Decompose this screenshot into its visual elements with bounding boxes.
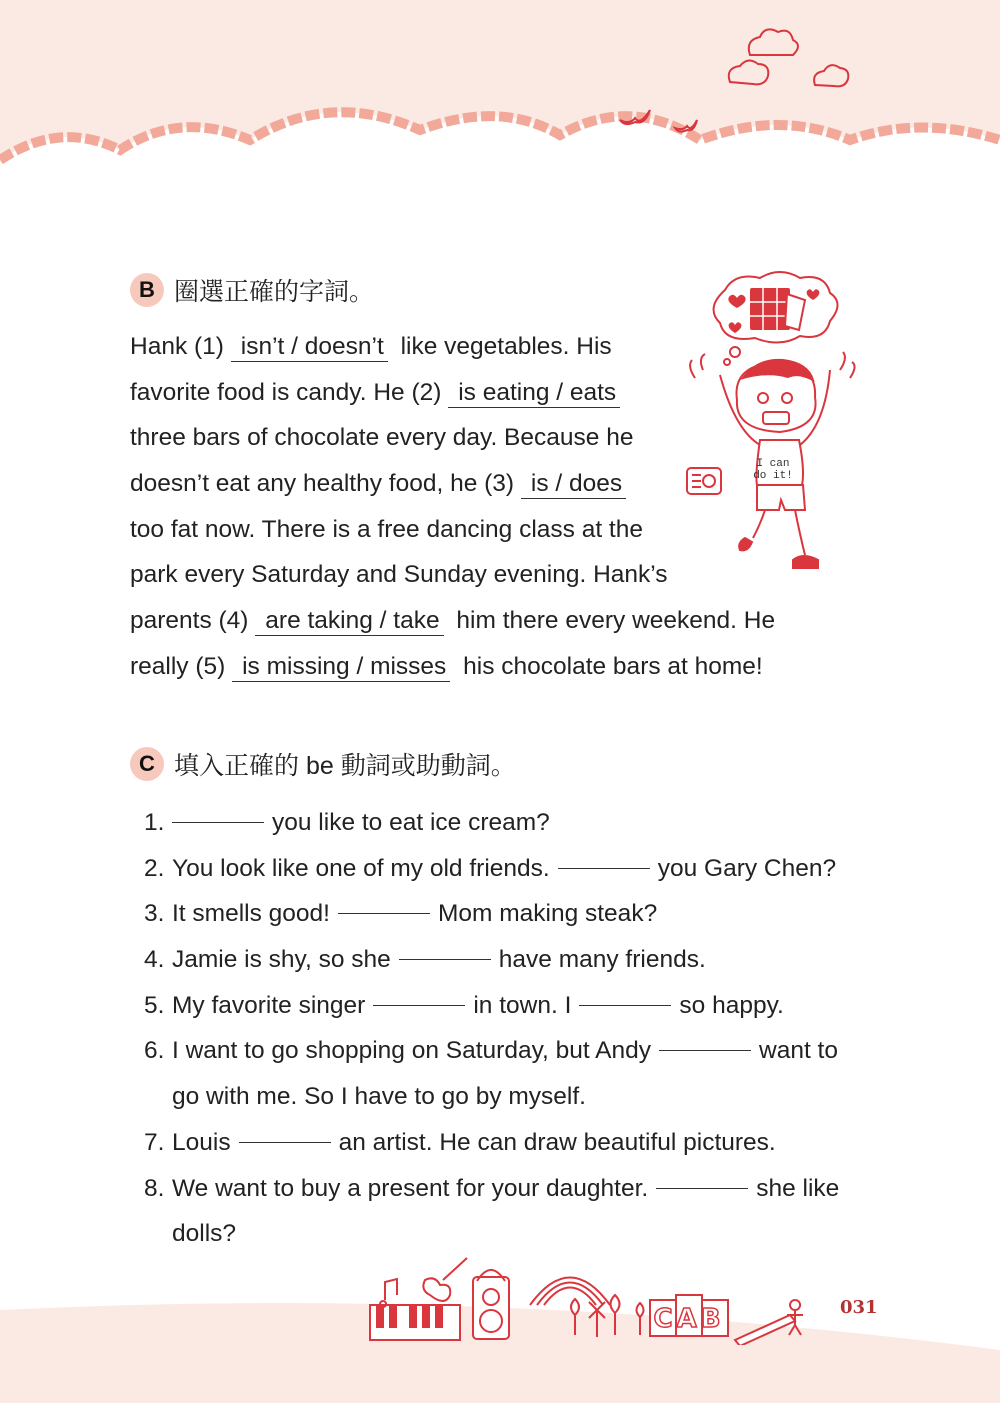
exercise-item-8: 8. We want to buy a present for your daughter. she like [144, 1166, 874, 1212]
boy-illustration [665, 270, 875, 600]
section-c-badge: C [130, 747, 164, 781]
answer-blank[interactable] [656, 1166, 748, 1189]
passage-line: favorite food is candy. He (2) is eating / eats [130, 370, 775, 416]
exercise-item-8-continued: dolls? [172, 1220, 237, 1248]
section-c-instruction: 填入正確的 be 動詞或助動詞。 [174, 752, 516, 780]
answer-blank[interactable] [558, 846, 650, 869]
exercise-item-4: 4. Jamie is shy, so she have many friends. [144, 937, 874, 983]
answer-choice-5[interactable]: is missing / misses [232, 653, 450, 682]
header-cloud-band [0, 0, 1000, 200]
abc-text: CAB [653, 1304, 725, 1334]
passage-line: doesn’t eat any healthy food, he (3) is / does [130, 461, 775, 507]
shirt-text-line1: I can [756, 458, 790, 470]
piano-keyboard-icon [370, 1305, 460, 1340]
passage-line: too fat now. There is a free dancing class at the [130, 515, 643, 543]
section-b-badge: B [130, 273, 164, 307]
exercise-item-6: 6. I want to go shopping on Saturday, but Andy want to [144, 1028, 874, 1074]
answer-choice-2[interactable]: is eating / eats [448, 379, 620, 408]
exercise-list [144, 800, 874, 1257]
music-note-icon [380, 1279, 397, 1307]
speaker-icon [473, 1270, 509, 1339]
footer-decoration [365, 1255, 835, 1345]
pencil-icon [735, 1315, 795, 1345]
answer-choice-3[interactable]: is / does [521, 470, 626, 499]
exercise-item-5: 5. My favorite singer in town. I so happy. [144, 983, 874, 1029]
answer-blank[interactable] [239, 1120, 331, 1143]
answer-blank[interactable] [338, 891, 430, 914]
exercise-item-6-continued: go with me. So I have to go by myself. [172, 1083, 586, 1111]
passage-line: park every Saturday and Sunday evening. Hank’s [130, 561, 668, 589]
shirt-text-line2: do it! [753, 470, 793, 482]
passage-line: Hank (1) isn’t / doesn’t like vegetables. His [130, 333, 612, 360]
radio-icon [687, 468, 721, 494]
passage-line: three bars of chocolate every day. Because he [130, 424, 634, 452]
answer-blank[interactable] [172, 800, 264, 823]
section-c-heading [130, 746, 516, 782]
guitar-icon [423, 1258, 467, 1301]
passage-line: really (5) is missing / misses his chocolate bars at home! [130, 652, 763, 680]
exercise-item-7: 7. Louis an artist. He can draw beautiful pictures. [144, 1120, 874, 1166]
answer-blank[interactable] [579, 983, 671, 1006]
answer-choice-1[interactable]: isn’t / doesn’t [231, 333, 388, 362]
exercise-item-2: 2. You look like one of my old friends. you Gary Chen? [144, 846, 874, 892]
passage-line: parents (4) are taking / take him there every weekend. He [130, 607, 776, 635]
exercise-item-1: 1. you like to eat ice cream? [144, 800, 874, 846]
answer-choice-4[interactable]: are taking / take [255, 607, 443, 636]
section-b-heading [130, 272, 374, 308]
answer-blank[interactable] [373, 983, 465, 1006]
chocolate-bar-icon [750, 288, 805, 330]
answer-blank[interactable] [659, 1028, 751, 1051]
answer-blank[interactable] [399, 937, 491, 960]
section-b-instruction: 圈選正確的字詞。 [174, 278, 375, 306]
rainbow-icon [530, 1278, 610, 1306]
exercise-item-3: 3. It smells good! Mom making steak? [144, 891, 874, 937]
windmill-icon [589, 1302, 605, 1337]
page-number: 031 [840, 1297, 878, 1318]
